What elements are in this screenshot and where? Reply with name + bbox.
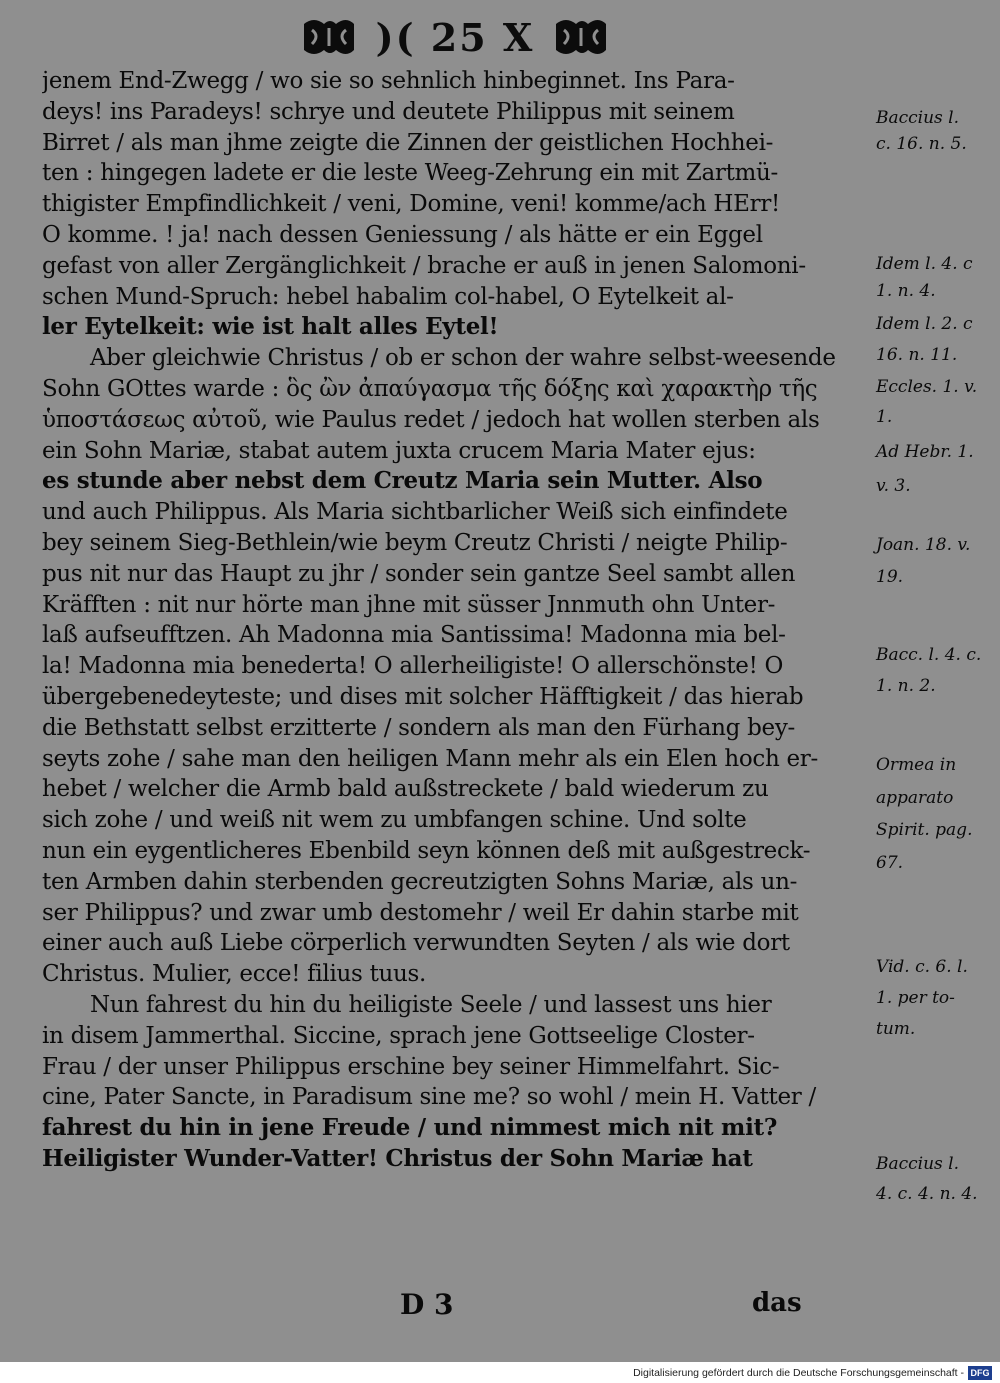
text-line: jenem End-Zwegg / wo sie so sehnlich hinbeginnet. Ins Para- bbox=[42, 68, 735, 94]
margin-note: 1. n. 4. bbox=[876, 281, 936, 301]
margin-note: Baccius l. bbox=[876, 1154, 960, 1174]
text-line: übergebenedeyteste; und dises mit solcher Häfftigkeit / das hierab bbox=[42, 683, 804, 710]
text-line: ler Eytelkeit: wie ist halt alles Eytel! bbox=[42, 313, 499, 341]
text-line: in disem Jammerthal. Siccine, sprach jene Gottseelige Closter- bbox=[42, 1022, 755, 1049]
text-line: ser Philippus? und zwar umb destomehr / weil Er dahin starbe mit bbox=[42, 899, 799, 926]
text-line: ten Armben dahin sterbenden gecreutzigten Sohns Mariæ, als un- bbox=[42, 868, 798, 895]
text-line: schen Mund-Spruch: hebel habalim col-habel, O Eytelkeit al- bbox=[42, 283, 734, 310]
margin-note: Ad Hebr. 1. bbox=[876, 442, 974, 462]
margin-note: c. 16. n. 5. bbox=[876, 134, 967, 154]
text-line: Heiligister Wunder-Vatter! Christus der Sohn Mariæ hat bbox=[42, 1144, 753, 1172]
paragraph-start-line: Aber gleichwie Christus / ob er schon der wahre selbst-weesende bbox=[90, 345, 836, 372]
margin-note: 19. bbox=[876, 567, 904, 587]
margin-note: v. 3. bbox=[876, 476, 911, 496]
footer-credit: Digitalisierung gefördert durch die Deutsche Forschungsgemeinschaft - bbox=[633, 1366, 964, 1379]
text-line: pus nit nur das Haupt zu jhr / sonder sein gantze Seel sambt allen bbox=[42, 560, 796, 587]
catchword: das bbox=[752, 1288, 802, 1318]
text-line: es stunde aber nebst dem Creutz Maria sein Mutter. Also bbox=[42, 467, 763, 495]
text-line: deys! ins Paradeys! schrye und deutete Philippus mit seinem bbox=[42, 98, 735, 125]
margin-note: Bacc. l. 4. c. bbox=[876, 645, 982, 665]
footer-bar bbox=[0, 1362, 1000, 1383]
text-line: hebet / welcher die Armb bald außstreckete / bald wiederum zu bbox=[42, 776, 769, 803]
text-line: thigister Empfindlichkeit / veni, Domine, veni! komme/ach HErr! bbox=[42, 191, 780, 218]
margin-note: 16. n. 11. bbox=[876, 345, 958, 365]
margin-note: Ormea in bbox=[876, 755, 957, 775]
margin-note: 1. per to- bbox=[876, 988, 955, 1008]
text-line: Birret / als man jhme zeigte die Zinnen der geistlichen Hochhei- bbox=[42, 129, 774, 156]
text-line: einer auch auß Liebe cörperlich verwundten Seyten / als wie dort bbox=[42, 930, 790, 957]
page-header bbox=[290, 12, 620, 62]
text-line: die Bethstatt selbst erzitterte / sondern als man den Fürhang bey- bbox=[42, 714, 796, 741]
text-line: O komme. ! ja! nach dessen Geniessung / als hätte er ein Eggel bbox=[42, 221, 763, 248]
margin-note: Eccles. 1. v. bbox=[876, 377, 978, 397]
text-line: fahrest du hin in jene Freude / und nimmest mich nit mit? bbox=[42, 1114, 778, 1142]
text-line: bey seinem Sieg-Bethlein/wie beym Creutz Christi / neigte Philip- bbox=[42, 529, 788, 556]
margin-note: Baccius l. bbox=[876, 108, 960, 128]
margin-note: Idem l. 4. c bbox=[876, 254, 973, 274]
paragraph-start-line: Nun fahrest du hin du heiligiste Seele / und lassest uns hier bbox=[90, 991, 772, 1018]
text-line: nun ein eygentlicheres Ebenbild seyn können deß mit außgestreck- bbox=[42, 837, 811, 864]
text-line: laß aufseufftzen. Ah Madonna mia Santissima! Madonna mia bel- bbox=[42, 622, 786, 649]
margin-note: 67. bbox=[876, 853, 904, 873]
dfg-logo-icon: DFG bbox=[968, 1366, 992, 1380]
text-line: gefast von aller Zergänglichkeit / brache er auß in jenen Salomoni- bbox=[42, 252, 806, 279]
text-line: Frau / der unser Philippus erschine bey seiner Himmelfahrt. Sic- bbox=[42, 1053, 780, 1080]
margin-note: Spirit. pag. bbox=[876, 820, 973, 840]
text-line: ein Sohn Mariæ, stabat autem juxta crucem Maria Mater ejus: bbox=[42, 437, 756, 464]
margin-note: Joan. 18. v. bbox=[876, 535, 971, 555]
margin-note: Vid. c. 6. l. bbox=[876, 957, 968, 977]
left-ornament-icon bbox=[300, 16, 358, 58]
margin-note: Idem l. 2. c bbox=[876, 314, 973, 334]
margin-note: 1. bbox=[876, 407, 893, 427]
text-line: und auch Philippus. Als Maria sichtbarlicher Weiß sich einfindete bbox=[42, 499, 788, 526]
text-line: seyts zohe / sahe man den heiligen Mann mehr als ein Elen hoch er- bbox=[42, 745, 818, 772]
margin-note: tum. bbox=[876, 1019, 916, 1039]
text-line: Christus. Mulier, ecce! filius tuus. bbox=[42, 961, 427, 988]
text-line: Kräfften : nit nur hörte man jhne mit süsser Jnnmuth ohn Unter- bbox=[42, 591, 776, 618]
margin-note: 1. n. 2. bbox=[876, 676, 936, 696]
text-line: ten : hingegen ladete er die leste Weeg-Zehrung ein mit Zartmü- bbox=[42, 160, 779, 187]
margin-note: apparato bbox=[876, 788, 954, 808]
text-line: Sohn GOttes warde : ὃς ὢν ἀπαύγασμα τῆς δόξης καὶ χαρακτὴρ τῆς bbox=[42, 375, 818, 402]
text-line: sich zohe / und weiß nit wem zu umbfangen schine. Und solte bbox=[42, 807, 747, 834]
margin-note: 4. c. 4. n. 4. bbox=[876, 1184, 978, 1204]
text-line: cine, Pater Sancte, in Paradisum sine me? so wohl / mein H. Vatter / bbox=[42, 1084, 816, 1111]
body-text bbox=[42, 66, 872, 1175]
right-ornament-icon bbox=[552, 16, 610, 58]
signature-mark: D 3 bbox=[400, 1288, 454, 1321]
text-line: la! Madonna mia benederta! O allerheiligiste! O allerschönste! O bbox=[42, 653, 784, 680]
text-line: ὑποστάσεως αὐτοῦ, wie Paulus redet / jedoch hat wollen sterben als bbox=[42, 406, 820, 433]
page-number: )( 25 X bbox=[375, 14, 535, 60]
